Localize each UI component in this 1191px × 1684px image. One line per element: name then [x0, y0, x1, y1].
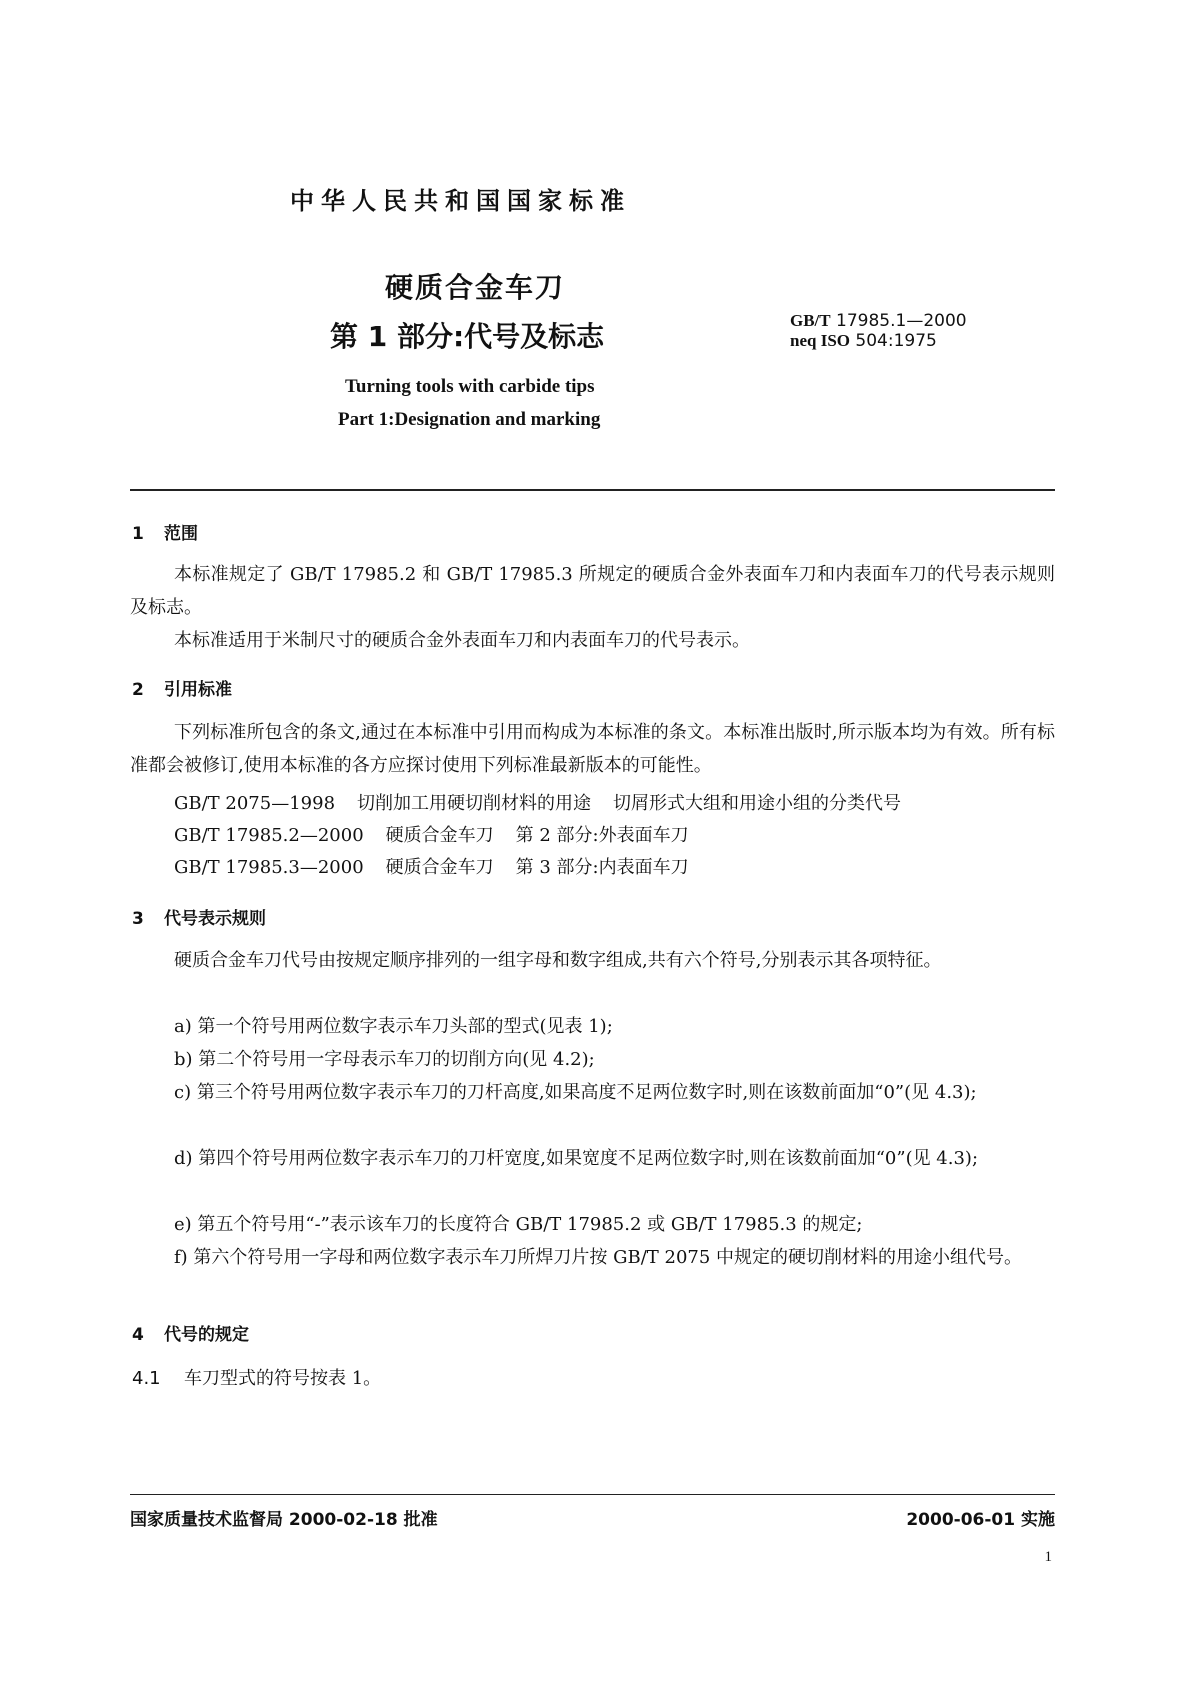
header-divider	[130, 489, 1055, 491]
reference-title: 硬质合金车刀	[385, 825, 494, 846]
rule-item-c: c) 第三个符号用两位数字表示车刀的刀杆高度,如果高度不足两位数字时,则在该数前面加“0”(见 4.3);	[174, 1082, 977, 1103]
standard-prefix: GB/T	[790, 311, 831, 330]
title-cn-line1: 硬质合金车刀	[385, 271, 566, 304]
reference-part: 第 2 部分:外表面车刀	[515, 825, 689, 846]
section-3-paragraph-1: 硬质合金车刀代号由按规定顺序排列的一组字母和数字组成,共有六个符号,分别表示其各项特征。	[174, 950, 942, 971]
reference-part: 第 3 部分:内表面车刀	[515, 857, 689, 878]
standard-number-value: 17985.1—2000	[836, 311, 967, 331]
section-1-paragraph-2: 本标准适用于米制尺寸的硬质合金外表面车刀和内表面车刀的代号表示。	[174, 630, 750, 651]
implementation-date: 2000-06-01 实施	[906, 1510, 1055, 1530]
section-3-number: 3	[132, 909, 144, 929]
rule-item-a: a) 第一个符号用两位数字表示车刀头部的型式(见表 1);	[174, 1016, 613, 1037]
section-1-title: 范围	[164, 524, 198, 544]
subsection-4-1-number: 4.1	[132, 1368, 161, 1389]
standard-number	[790, 311, 967, 331]
section-4-heading	[132, 1320, 249, 1345]
reference-item	[174, 853, 689, 879]
standard-code-block	[790, 311, 967, 351]
section-4-number: 4	[132, 1325, 144, 1345]
rule-item-e: e) 第五个符号用“-”表示该车刀的长度符合 GB/T 17985.2 或 GB/T 17985.3 的规定;	[174, 1214, 863, 1235]
section-2-number: 2	[132, 680, 144, 700]
title-en-line1: Turning tools with carbide tips	[345, 376, 595, 397]
section-4-title: 代号的规定	[164, 1325, 249, 1345]
section-3-title: 代号表示规则	[164, 909, 266, 929]
reference-title: 硬质合金车刀	[385, 857, 494, 878]
section-2-heading	[132, 675, 232, 700]
title-en-line2: Part 1:Designation and marking	[338, 409, 601, 430]
reference-item	[174, 821, 689, 847]
reference-title: 切削加工用硬切削材料的用途	[357, 793, 592, 814]
section-1-paragraph-1: 本标准规定了 GB/T 17985.2 和 GB/T 17985.3 所规定的硬质合金外表面车刀和内表面车刀的代号表示规则及标志。	[130, 564, 1055, 618]
section-2-title: 引用标准	[164, 680, 232, 700]
reference-code: GB/T 17985.3—2000	[174, 857, 364, 878]
section-2-paragraph-1: 下列标准所包含的条文,通过在本标准中引用而构成为本标准的条文。本标准出版时,所示版本均为有效。所有标准都会被修订,使用本标准的各方应探讨使用下列标准最新版本的可能性。	[130, 722, 1055, 776]
rule-item-d: d) 第四个符号用两位数字表示车刀的刀杆宽度,如果宽度不足两位数字时,则在该数前面加“0”(见 4.3);	[174, 1148, 979, 1169]
subsection-4-1-text: 车刀型式的符号按表 1。	[184, 1368, 382, 1389]
rule-item-f: f) 第六个符号用一字母和两位数字表示车刀所焊刀片按 GB/T 2075 中规定的硬切削材料的用途小组代号。	[174, 1247, 1023, 1268]
rule-item-b: b) 第二个符号用一字母表示车刀的切削方向(见 4.2);	[174, 1049, 595, 1070]
neq-prefix: neq ISO	[790, 331, 850, 350]
nation-standard-header: 中华人民共和国国家标准	[290, 187, 631, 215]
section-1-number: 1	[132, 524, 144, 544]
reference-part: 切屑形式大组和用途小组的分类代号	[613, 793, 902, 814]
title-cn-line2: 第 1 部分:代号及标志	[330, 320, 605, 353]
approval-note: 国家质量技术监督局 2000-02-18 批准	[130, 1510, 438, 1530]
reference-code: GB/T 2075—1998	[174, 793, 336, 814]
reference-item	[174, 789, 901, 815]
section-3-heading	[132, 904, 266, 929]
footer-divider	[130, 1494, 1055, 1495]
page-number: 1	[1044, 1549, 1052, 1565]
equivalence-note	[790, 331, 967, 351]
section-1-heading	[132, 519, 198, 544]
reference-code: GB/T 17985.2—2000	[174, 825, 364, 846]
neq-number-value: 504:1975	[855, 331, 937, 351]
subsection-4-1	[132, 1364, 381, 1390]
